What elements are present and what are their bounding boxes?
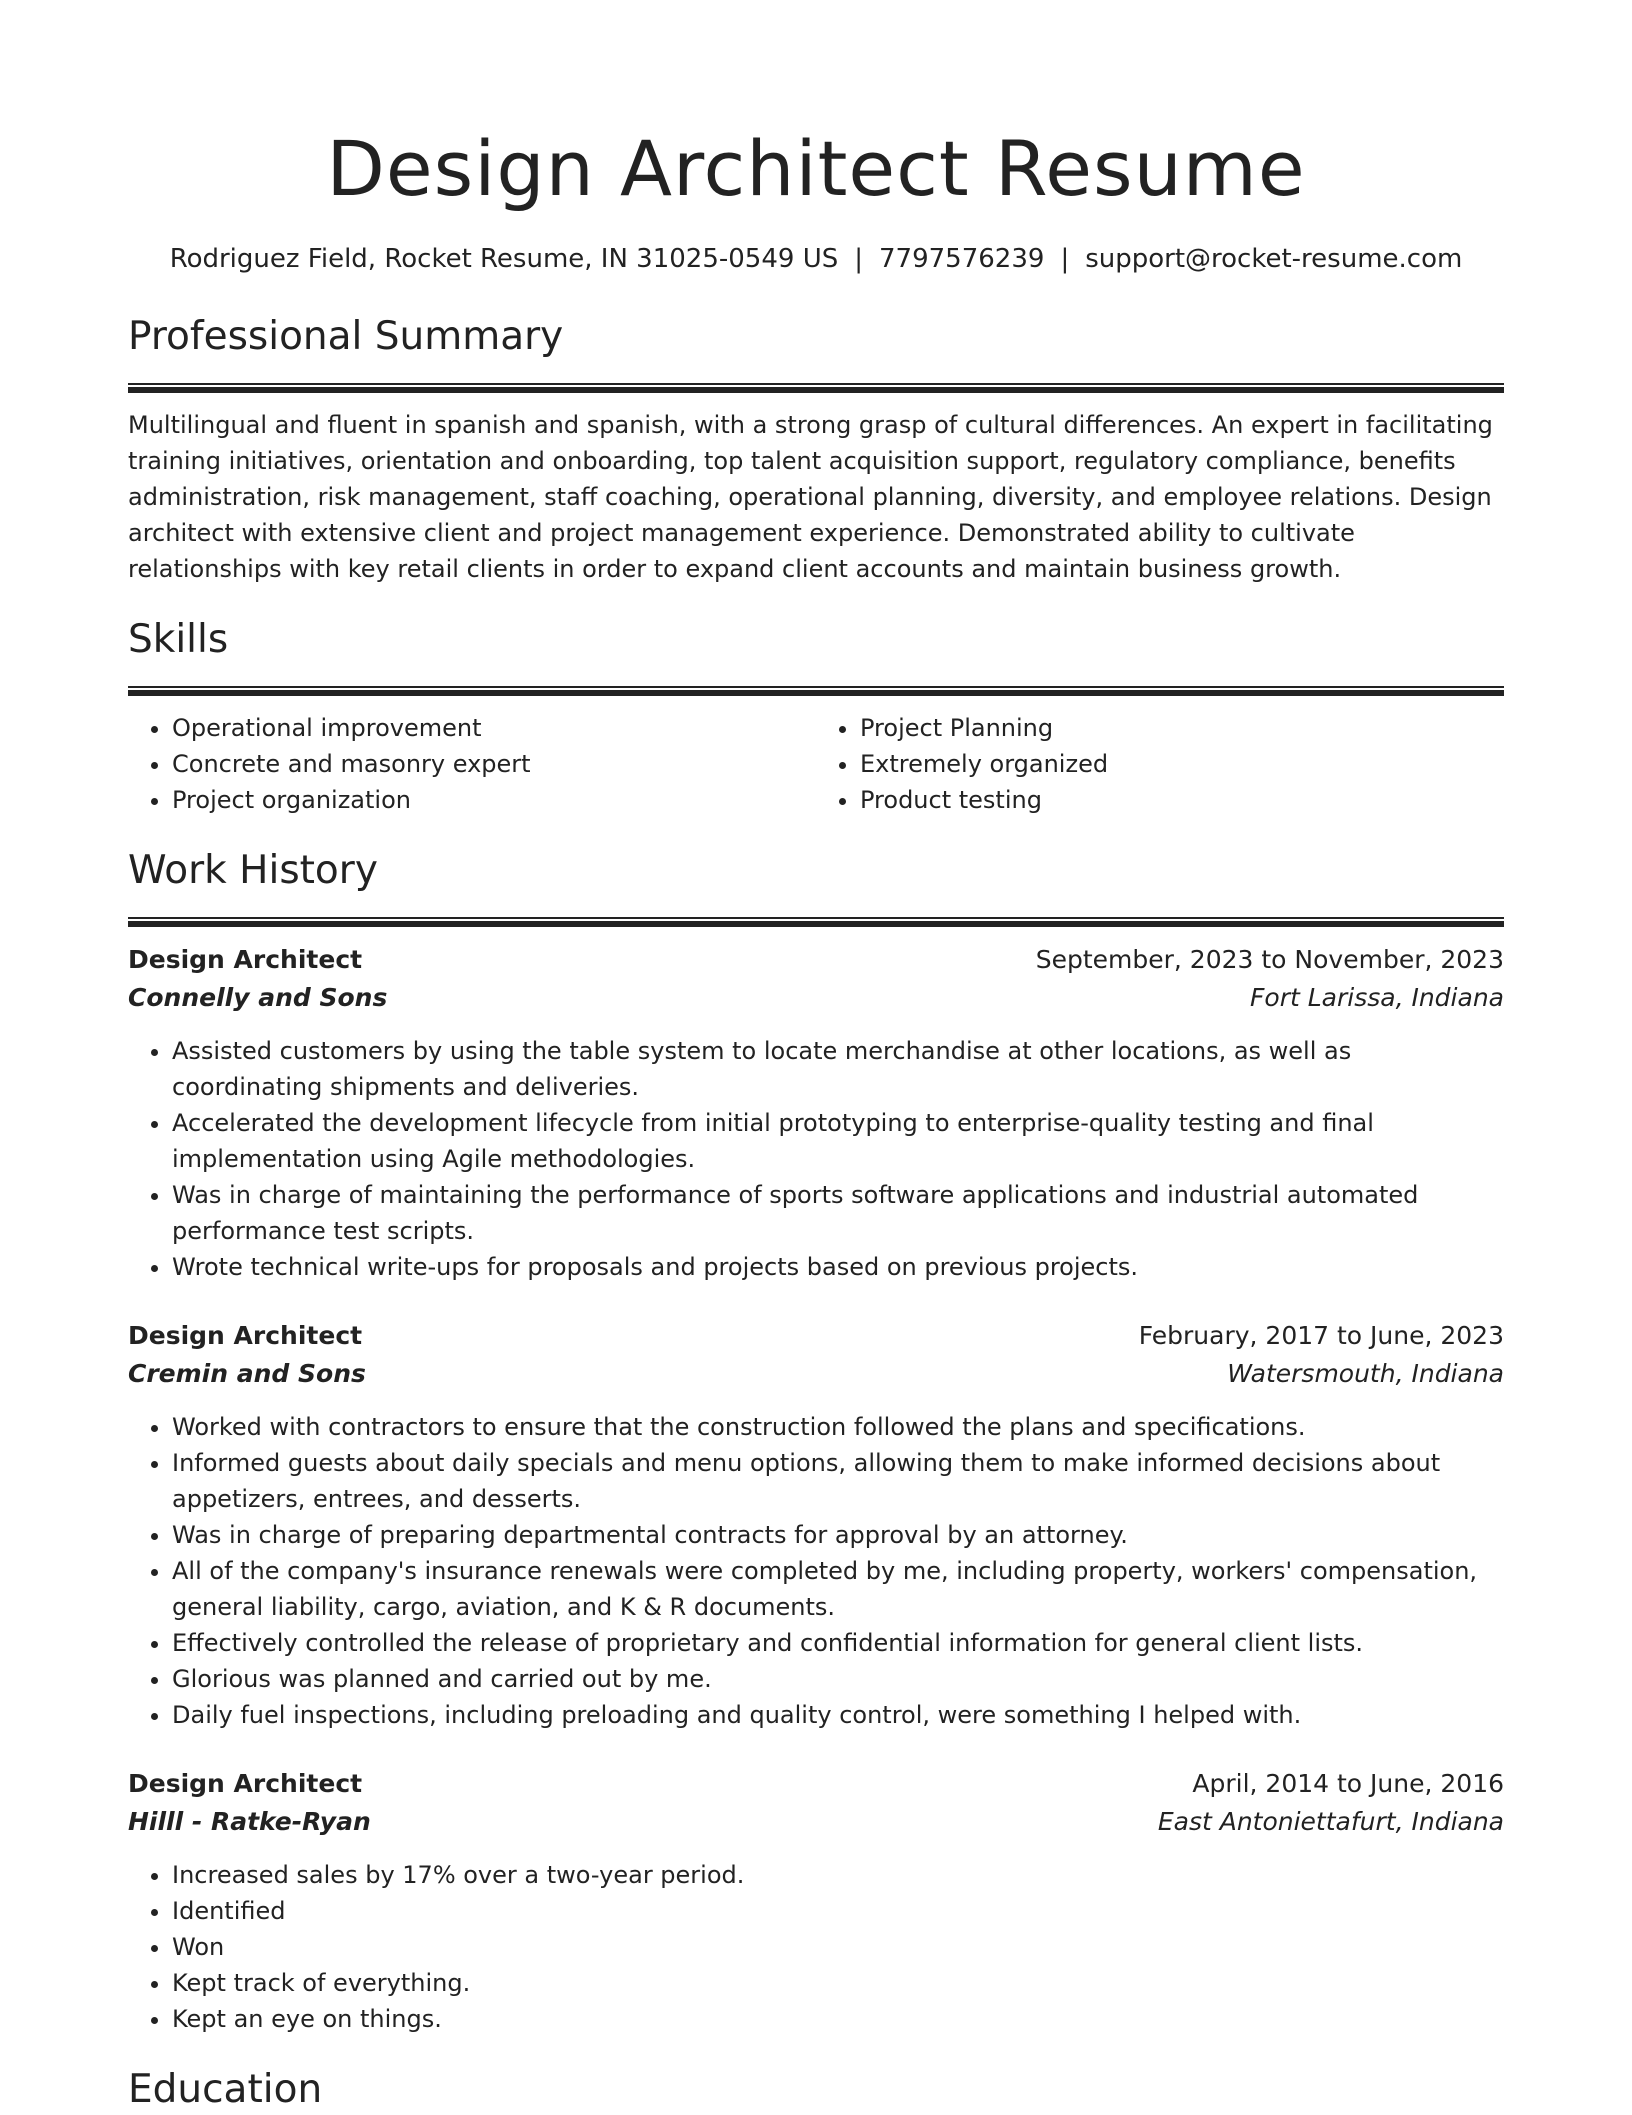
work-history-section: [128, 846, 1504, 2037]
skill-item: • Concrete and masonry expert: [172, 746, 816, 782]
job-dates: April, 2014 to June, 2016: [1192, 1769, 1504, 1798]
job-bullet: • Assisted customers by using the table system to locate merchandise at other locations, as well as coordinating shipments and deliveries.: [172, 1033, 1504, 1105]
job-bullet-list: [128, 1033, 1504, 1285]
job-location: Watersmouth, Indiana: [1227, 1359, 1504, 1388]
job-company: Cremin and Sons: [128, 1359, 366, 1388]
skill-item: • Project Planning: [860, 710, 1504, 746]
skills-right-list: [816, 710, 1504, 818]
job-bullet: • Kept an eye on things.: [172, 2001, 1504, 2037]
summary-section: [128, 312, 1504, 587]
section-divider: [128, 383, 1504, 393]
job-title: Design Architect: [128, 945, 363, 974]
job-entry: [128, 1765, 1504, 2037]
education-section: [128, 2065, 1504, 2115]
job-dates: September, 2023 to November, 2023: [1035, 945, 1504, 974]
job-bullet: • Wrote technical write-ups for proposals and projects based on previous projects.: [172, 1249, 1504, 1285]
job-bullet: • Was in charge of preparing departmental contracts for approval by an attorney.: [172, 1517, 1504, 1553]
job-title: Design Architect: [128, 1321, 363, 1350]
job-company: Hilll - Ratke-Ryan: [128, 1807, 371, 1836]
job-entry: [128, 1317, 1504, 1733]
job-company-row: [128, 1355, 1504, 1393]
job-bullet: • Kept track of everything.: [172, 1965, 1504, 2001]
job-header-row: [128, 1765, 1504, 1803]
skill-item: • Project organization: [172, 782, 816, 818]
section-divider: [128, 917, 1504, 927]
skill-item: • Extremely organized: [860, 746, 1504, 782]
job-bullet: • Accelerated the development lifecycle from initial prototyping to enterprise-quality testing and final implementation using Agile methodologies.: [172, 1105, 1504, 1177]
education-heading: Education: [128, 2067, 323, 2112]
job-entry: [128, 941, 1504, 1285]
job-bullet: • Effectively controlled the release of proprietary and confidential information for general client lists.: [172, 1625, 1504, 1661]
job-bullet: • Increased sales by 17% over a two-year period.: [172, 1857, 1504, 1893]
job-company: Connelly and Sons: [128, 983, 388, 1012]
job-title: Design Architect: [128, 1769, 363, 1798]
job-header-row: [128, 941, 1504, 979]
section-divider: [128, 686, 1504, 696]
job-bullet: • Worked with contractors to ensure that the construction followed the plans and specifications.: [172, 1409, 1504, 1445]
job-bullet: • Informed guests about daily specials and menu options, allowing them to make informed decisions about appetizers, entrees, and desserts.: [172, 1445, 1504, 1517]
job-bullet-list: [128, 1409, 1504, 1733]
skills-left-list: [128, 710, 816, 818]
summary-heading: Professional Summary: [128, 314, 564, 359]
contact-email[interactable]: support@rocket-resume.com: [1085, 244, 1463, 274]
job-bullet-list: [128, 1857, 1504, 2037]
contact-separator: |: [1060, 244, 1070, 274]
job-location: Fort Larissa, Indiana: [1250, 983, 1504, 1012]
summary-text: Multilingual and fluent in spanish and spanish, with a strong grasp of cultural differences. An expert in facilitating training initiatives, orientation and onboarding, top talent acquisition support, regulatory compliance, benefits administration, risk management, staff coaching, operational planning, diversity, and employee relations. Design architect with extensive client and project management experience. Demonstrated ability to cultivate relationships with key retail clients in order to expand client accounts and maintain business growth.: [128, 411, 1493, 583]
contact-separator: |: [854, 244, 864, 274]
job-dates: February, 2017 to June, 2023: [1138, 1321, 1504, 1350]
job-bullet: • All of the company's insurance renewals were completed by me, including property, workers' compensation, general liability, cargo, aviation, and K & R documents.: [172, 1553, 1504, 1625]
skills-heading: Skills: [128, 617, 229, 662]
job-bullet: • Was in charge of maintaining the performance of sports software applications and industrial automated performance test scripts.: [172, 1177, 1504, 1249]
job-company-row: [128, 1803, 1504, 1841]
job-header-row: [128, 1317, 1504, 1355]
contact-address: Rodriguez Field, Rocket Resume, IN 31025-0549 US: [169, 244, 839, 274]
skills-section: [128, 615, 1504, 818]
job-location: East Antoniettafurt, Indiana: [1157, 1807, 1504, 1836]
job-bullet: • Identified: [172, 1893, 1504, 1929]
job-company-row: [128, 979, 1504, 1017]
skill-item: • Product testing: [860, 782, 1504, 818]
contact-line: [128, 242, 1504, 276]
contact-phone: 7797576239: [879, 244, 1045, 274]
resume-title: Design Architect Resume: [326, 124, 1306, 213]
job-bullet: • Daily fuel inspections, including preloading and quality control, were something I helped with.: [172, 1697, 1504, 1733]
work-history-heading: Work History: [128, 848, 378, 893]
skills-columns: [128, 710, 1504, 818]
job-bullet: • Glorious was planned and carried out by me.: [172, 1661, 1504, 1697]
job-bullet: • Won: [172, 1929, 1504, 1965]
skill-item: • Operational improvement: [172, 710, 816, 746]
